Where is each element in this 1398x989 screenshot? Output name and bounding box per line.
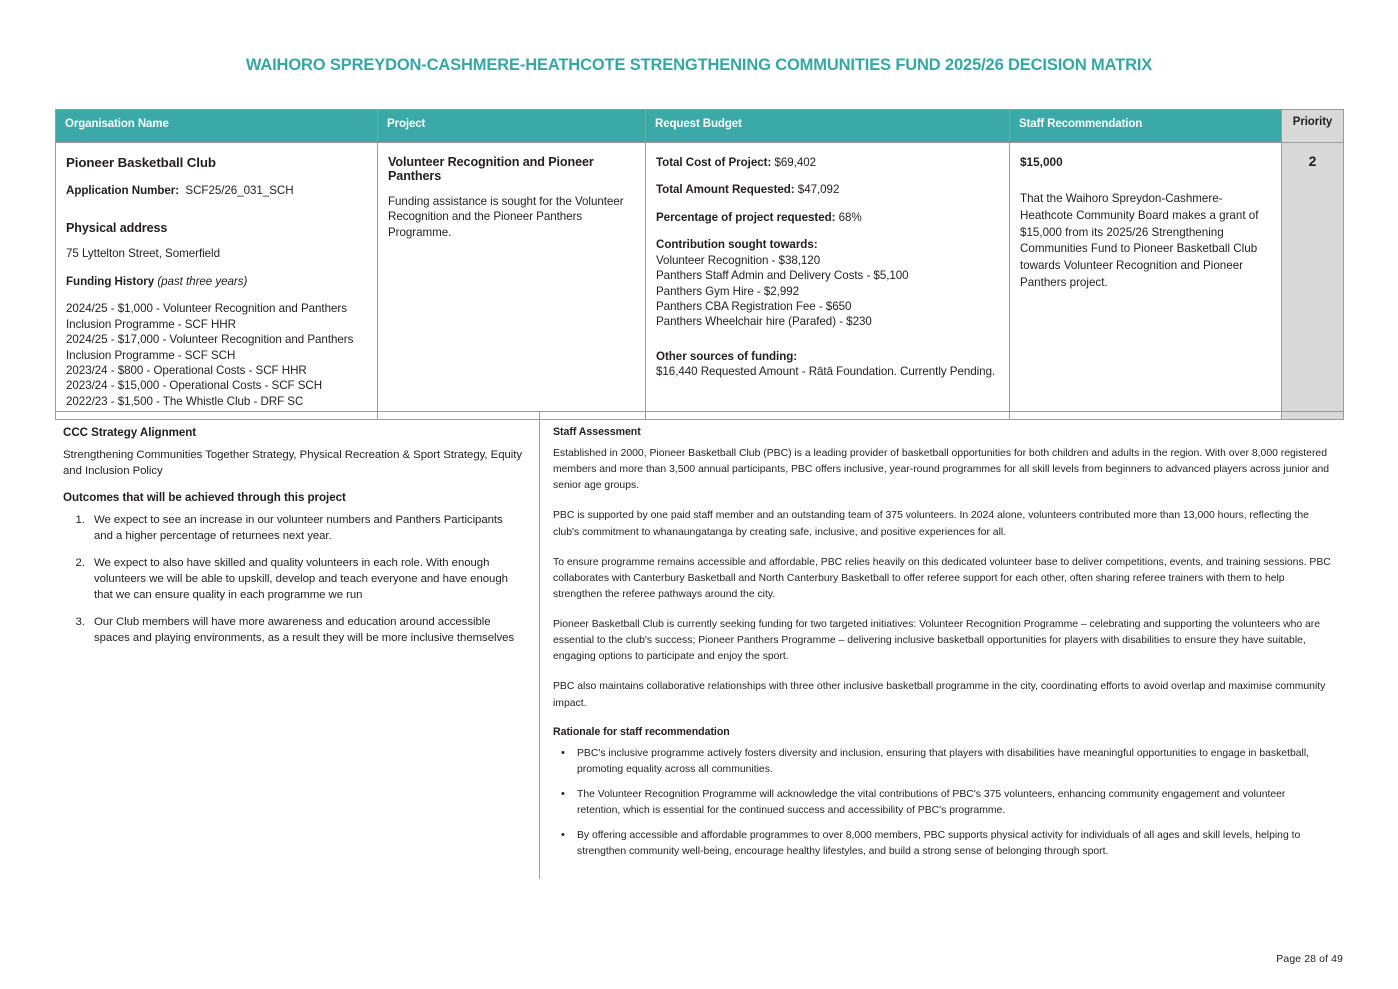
page-title: WAIHORO SPREYDON-CASHMERE-HEATHCOTE STRENGTHENING COMMUNITIES FUND 2025/26 DECISION MATRIX [245,56,1153,74]
cell-priority [1282,143,1344,420]
list-item: • By offering accessible and affordable programmes to over 8,000 members, PBC supports physical activity for individuals of all ages and skill levels, helping to strengthen community well-being, encourage healthy lifestyles, and build a strong sense of belonging through sport. [577,828,1331,860]
contribution-item: Panthers Wheelchair hire (Parafed) - $230 [656,315,872,329]
physical-address-value: 75 Lyttelton Street, Somerfield [66,247,220,261]
percentage-value: 68% [838,210,862,224]
total-cost-value: $69,402 [774,156,817,169]
spacer [656,330,999,349]
funding-history-label [66,274,367,290]
contribution-item: Panthers Gym Hire - $2,992 [656,284,800,298]
assessment-paragraph: Pioneer Basketball Club is currently seeking funding for two targeted initiatives: Volunteer Recognition Programme – celebrating and supporting the volunteers who are essential to the club's success; Pioneer Panthers Programme – delivering inclusive basketball opportunities for players with disabilities to ensure they have suitable, engaging options to participate and enjoy the sport. [553,619,1321,663]
funding-history-item: 2023/24 - $15,000 - Operational Costs - SCF SCH [66,379,323,393]
details-section [55,411,1343,879]
funding-history-item: 2024/25 - $17,000 - Volunteer Recognition and Panthers Inclusion Programme - SCF SCH [66,333,354,362]
outcomes-heading: Outcomes that will be achieved through this project [63,491,346,505]
cell-request-budget [646,143,1010,420]
matrix-header-row [56,110,1344,143]
rationale-heading: Rationale for staff recommendation [553,725,730,738]
list-item: 2. We expect to also have skilled and quality volunteers in each role. With enough volunteers we will be able to upskill, develop and teach everyone and have enough that we can ensure quality in each programme we run [88,556,523,604]
strategy-alignment-heading: CCC Strategy Alignment [63,426,197,439]
organisation-name: Pioneer Basketball Club [66,155,216,170]
contribution-item: Panthers Staff Admin and Delivery Costs - $5,100 [656,269,909,283]
column-header-priority: Priority [1282,110,1344,143]
list-item: • The Volunteer Recognition Programme will acknowledge the vital contributions of PBC's 375 volunteers, enhancing community engagement and volunteer retention, which is essential for the continued success and accessibility of PBC's programme. [577,787,1331,819]
application-number-value: SCF25/26_031_SCH [185,184,294,197]
staff-assessment-column [540,412,1343,879]
assessment-paragraph: PBC also maintains collaborative relationships with three other inclusive basketball programme in the city, coordinating efforts to avoid overlap and maximise community impact. [553,681,1326,709]
list-item: 3. Our Club members will have more awareness and education around accessible spaces and playing environments, as a result they will be more inclusive themselves [88,615,523,647]
total-cost-line [656,155,999,171]
assessment-paragraph: PBC is supported by one paid staff member and an outstanding team of 375 volunteers. In 2024 alone, volunteers contributed more than 13,000 hours, reflecting the club's commitment to whanaungatanga by creating safe, inclusive, and positive experiences for all. [553,510,1309,538]
percentage-line [656,210,999,226]
funding-history-item: 2023/24 - $800 - Operational Costs - SCF HHR [66,363,307,377]
column-header-project: Project [378,110,646,143]
contribution-label: Contribution sought towards: [656,238,818,252]
other-sources-label: Other sources of funding: [656,349,798,363]
list-item: 1. We expect to see an increase in our volunteer numbers and Panthers Participants and a higher percentage of returnees next year. [88,513,523,545]
physical-address-label: Physical address [66,221,168,236]
spacer [66,210,367,221]
decision-matrix-table [55,109,1344,420]
strategy-alignment-text: Strengthening Communities Together Strategy, Physical Recreation & Sport Strategy, Equity and Inclusion Policy [63,449,523,477]
table-row [56,143,1344,420]
page-footer: Page 28 of 49 [1276,953,1343,965]
cell-staff-recommendation [1010,143,1282,420]
strategy-alignment-column [55,412,539,879]
project-name: Volunteer Recognition and Pioneer Panthers [388,155,594,183]
percentage-label: Percentage of project requested: [656,210,836,224]
priority-value: 2 [1308,153,1317,169]
funding-history-item: 2022/23 - $1,500 - The Whistle Club - DRF SC [66,394,304,408]
recommendation-text: That the Waihoro Spreydon-Cashmere-Heathcote Community Board makes a grant of $15,000 from its 2025/26 Strengthening Communities Fund to Pioneer Basketball Club towards Volunteer Recognition and Pioneer Panthers project. [1020,192,1259,289]
staff-assessment-heading: Staff Assessment [553,426,641,438]
contribution-item: Panthers CBA Registration Fee - $650 [656,299,852,313]
cell-project [378,143,646,420]
rationale-list [553,746,1331,861]
total-requested-value: $47,092 [797,183,840,197]
list-item: • PBC's inclusive programme actively fosters diversity and inclusion, ensuring that players with disabilities have meaningful opportunities to engage in basketball, promoting equality across all communities. [577,746,1331,778]
application-number-line [66,183,367,199]
funding-history-item: 2024/25 - $1,000 - Volunteer Recognition and Panthers Inclusion Programme - SCF HHR [66,302,347,331]
funding-history-note: (past three years) [157,274,248,288]
project-description: Funding assistance is sought for the Volunteer Recognition and the Pioneer Panthers Programme. [388,195,624,239]
column-header-request-budget: Request Budget [646,110,1010,143]
column-header-organisation: Organisation Name [56,110,378,143]
assessment-paragraph: To ensure programme remains accessible and affordable, PBC relies heavily on this dedicated volunteer base to deliver competitions, events, and training sessions. PBC collaborates with Canterbury Basketball and North Canterbury Basketball to offer referee support for each other, often sharing referee trainers with them to help strengthen the referee pathways around the city. [553,556,1331,600]
total-cost-label: Total Cost of Project: [656,156,772,169]
details-columns [55,412,1343,879]
funding-history-title: Funding History [66,274,155,288]
assessment-paragraph: Established in 2000, Pioneer Basketball Club (PBC) is a leading provider of basketball opportunities for both children and adults in the region. With over 8,000 registered members and more than 3,500 annual participants, PBC offers inclusive, year-round programmes for all skill levels from beginners to advanced players across junior and senior age groups. [553,448,1330,492]
total-requested-line [656,182,999,198]
contribution-item: Volunteer Recognition - $38,120 [656,253,821,267]
total-requested-label: Total Amount Requested: [656,183,795,197]
outcomes-list [63,513,523,647]
column-header-staff-recommendation: Staff Recommendation [1010,110,1282,143]
application-number-label: Application Number: [66,184,180,197]
cell-organisation [56,143,378,420]
recommended-amount: $15,000 [1020,155,1063,169]
other-sources-value: $16,440 Requested Amount - Rātā Foundation. Currently Pending. [656,365,996,379]
